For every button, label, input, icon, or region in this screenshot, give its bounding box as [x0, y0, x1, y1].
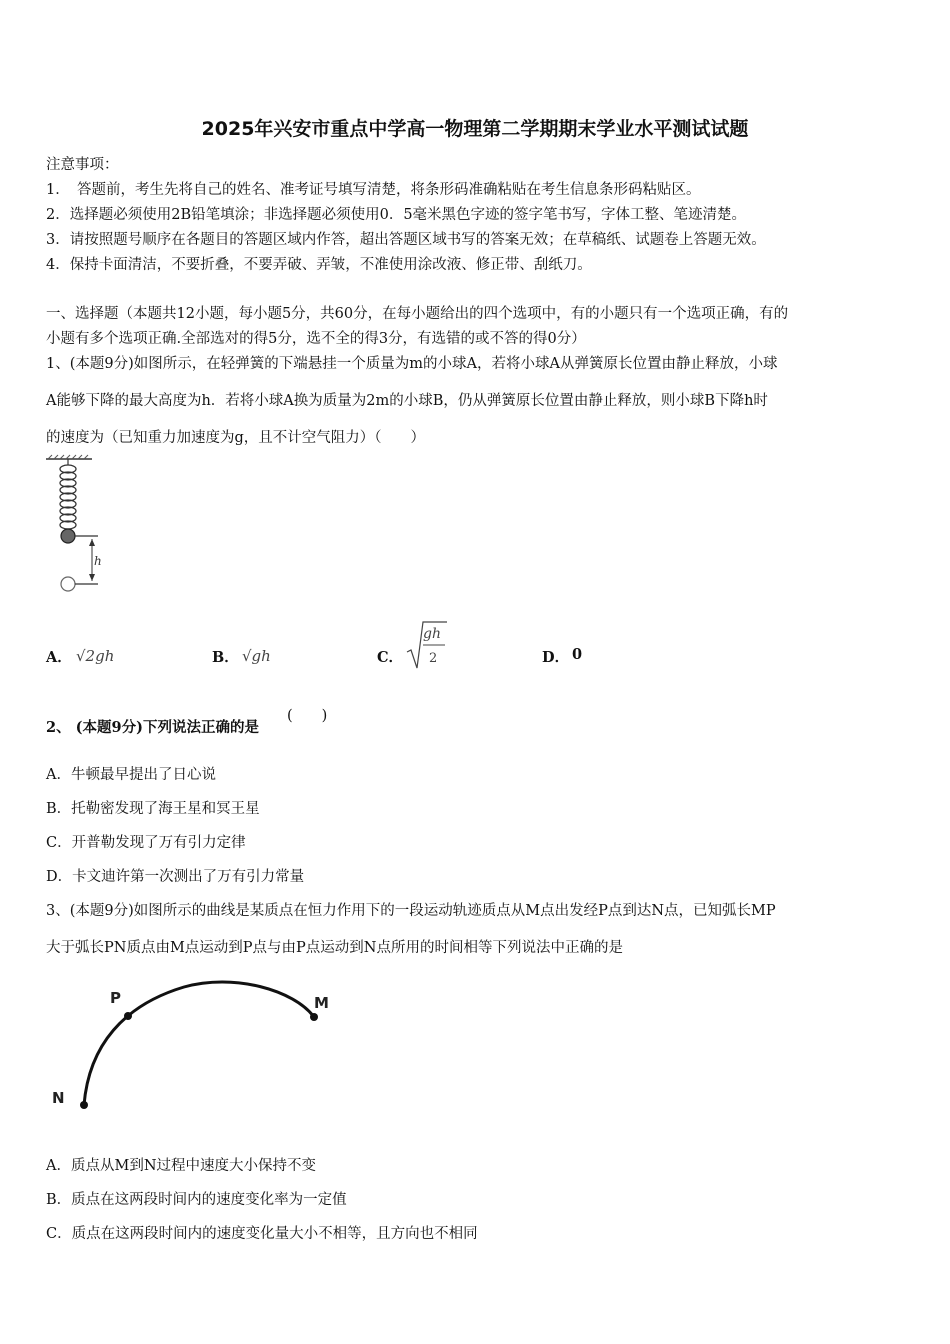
point-n [80, 1101, 88, 1109]
q1-option-a-value: √2gh [76, 647, 115, 665]
fraction-denominator: 2 [429, 651, 438, 666]
page-title: 2025年兴安市重点中学高一物理第二学期期末学业水平测试试题 [201, 118, 749, 140]
q1-option-d-value: 0 [572, 646, 583, 663]
q3-option[interactable]: C．质点在这两段时间内的速度变化量大小不相等，且方向也不相同 [46, 1226, 478, 1242]
fraction-numerator: gh [423, 626, 441, 642]
q1-option-c-label[interactable]: C． [377, 649, 404, 666]
label-n: N [52, 1089, 65, 1107]
q3-stem-line: 大于弧长PN质点由M点运动到P点与由P点运动到N点所用的时间相等下列说法中正确的是 [46, 940, 623, 956]
q3-option[interactable]: A．质点从M到N过程中速度大小保持不变 [46, 1158, 317, 1174]
point-p [124, 1012, 132, 1020]
q1-option-b-value: √gh [242, 647, 271, 665]
q1-option-d-label[interactable]: D． [542, 649, 570, 666]
spring-figure [44, 455, 114, 600]
q1-stem-line: 1、(本题9分)如图所示，在轻弹簧的下端悬挂一个质量为m的小球A，若将小球A从弹簧原长位置由静止释放，小球 [46, 356, 778, 372]
q3-option[interactable]: B．质点在这两段时间内的速度变化率为一定值 [46, 1192, 347, 1208]
ball-bottom [61, 577, 75, 591]
ball-top [61, 529, 75, 543]
notice-item: 4．保持卡面清洁，不要折叠，不要弄破、弄皱，不准使用涂改液、修正带、刮纸刀。 [46, 257, 592, 273]
q2-option[interactable]: D．卡文迪许第一次测出了万有引力常量 [46, 869, 305, 885]
q1-stem-line: A能够下降的最大高度为h．若将小球A换为质量为2m的小球B，仍从弹簧原长位置由静止释放，则小球B下降h时 [46, 393, 768, 409]
label-p: P [110, 989, 121, 1007]
section-heading-line: 小题有多个选项正确.全部选对的得5分，选不全的得3分，有选错的或不答的得0分） [46, 331, 586, 347]
notice-heading: 注意事项： [46, 157, 119, 173]
label-m: M [314, 994, 329, 1012]
q1-stem-line: 的速度为（已知重力加速度为g，且不计空气阻力）（ ） [46, 430, 426, 446]
q2-paren: ( ) [287, 708, 328, 724]
notice-item: 2．选择题必须使用2B铅笔填涂；非选择题必须使用0．5毫米黑色字迹的签字笔书写，字体工整、笔迹清楚。 [46, 207, 747, 223]
q2-option[interactable]: C．开普勒发现了万有引力定律 [46, 835, 246, 851]
section-heading-line: 一、选择题（本题共12小题，每小题5分，共60分，在每小题给出的四个选项中，有的小题只有一个选项正确，有的 [46, 306, 789, 322]
q2-stem: 2、 (本题9分)下列说法正确的是 [46, 719, 259, 736]
q2-option[interactable]: B．托勒密发现了海王星和冥王星 [46, 801, 260, 817]
sqrt-fraction [405, 620, 450, 672]
notice-item: 3．请按照题号顺序在各题目的答题区域内作答，超出答题区域书写的答案无效；在草稿纸、试题卷上答题无效。 [46, 232, 766, 248]
q1-option-b-label[interactable]: B． [212, 649, 239, 666]
point-m [310, 1013, 318, 1021]
trajectory-figure [44, 975, 344, 1125]
notice-item: 1． 答题前，考生先将自己的姓名、准考证号填写清楚，将条形码准确粘贴在考生信息条形码粘贴区。 [46, 182, 701, 198]
q1-option-a-label[interactable]: A． [46, 649, 72, 666]
q2-option[interactable]: A．牛顿最早提出了日心说 [46, 767, 216, 783]
q3-stem-line: 3、(本题9分)如图所示的曲线是某质点在恒力作用下的一段运动轨迹质点从M点出发经P点到达N点，已知弧长MP [46, 903, 776, 919]
height-label: h [94, 554, 102, 568]
